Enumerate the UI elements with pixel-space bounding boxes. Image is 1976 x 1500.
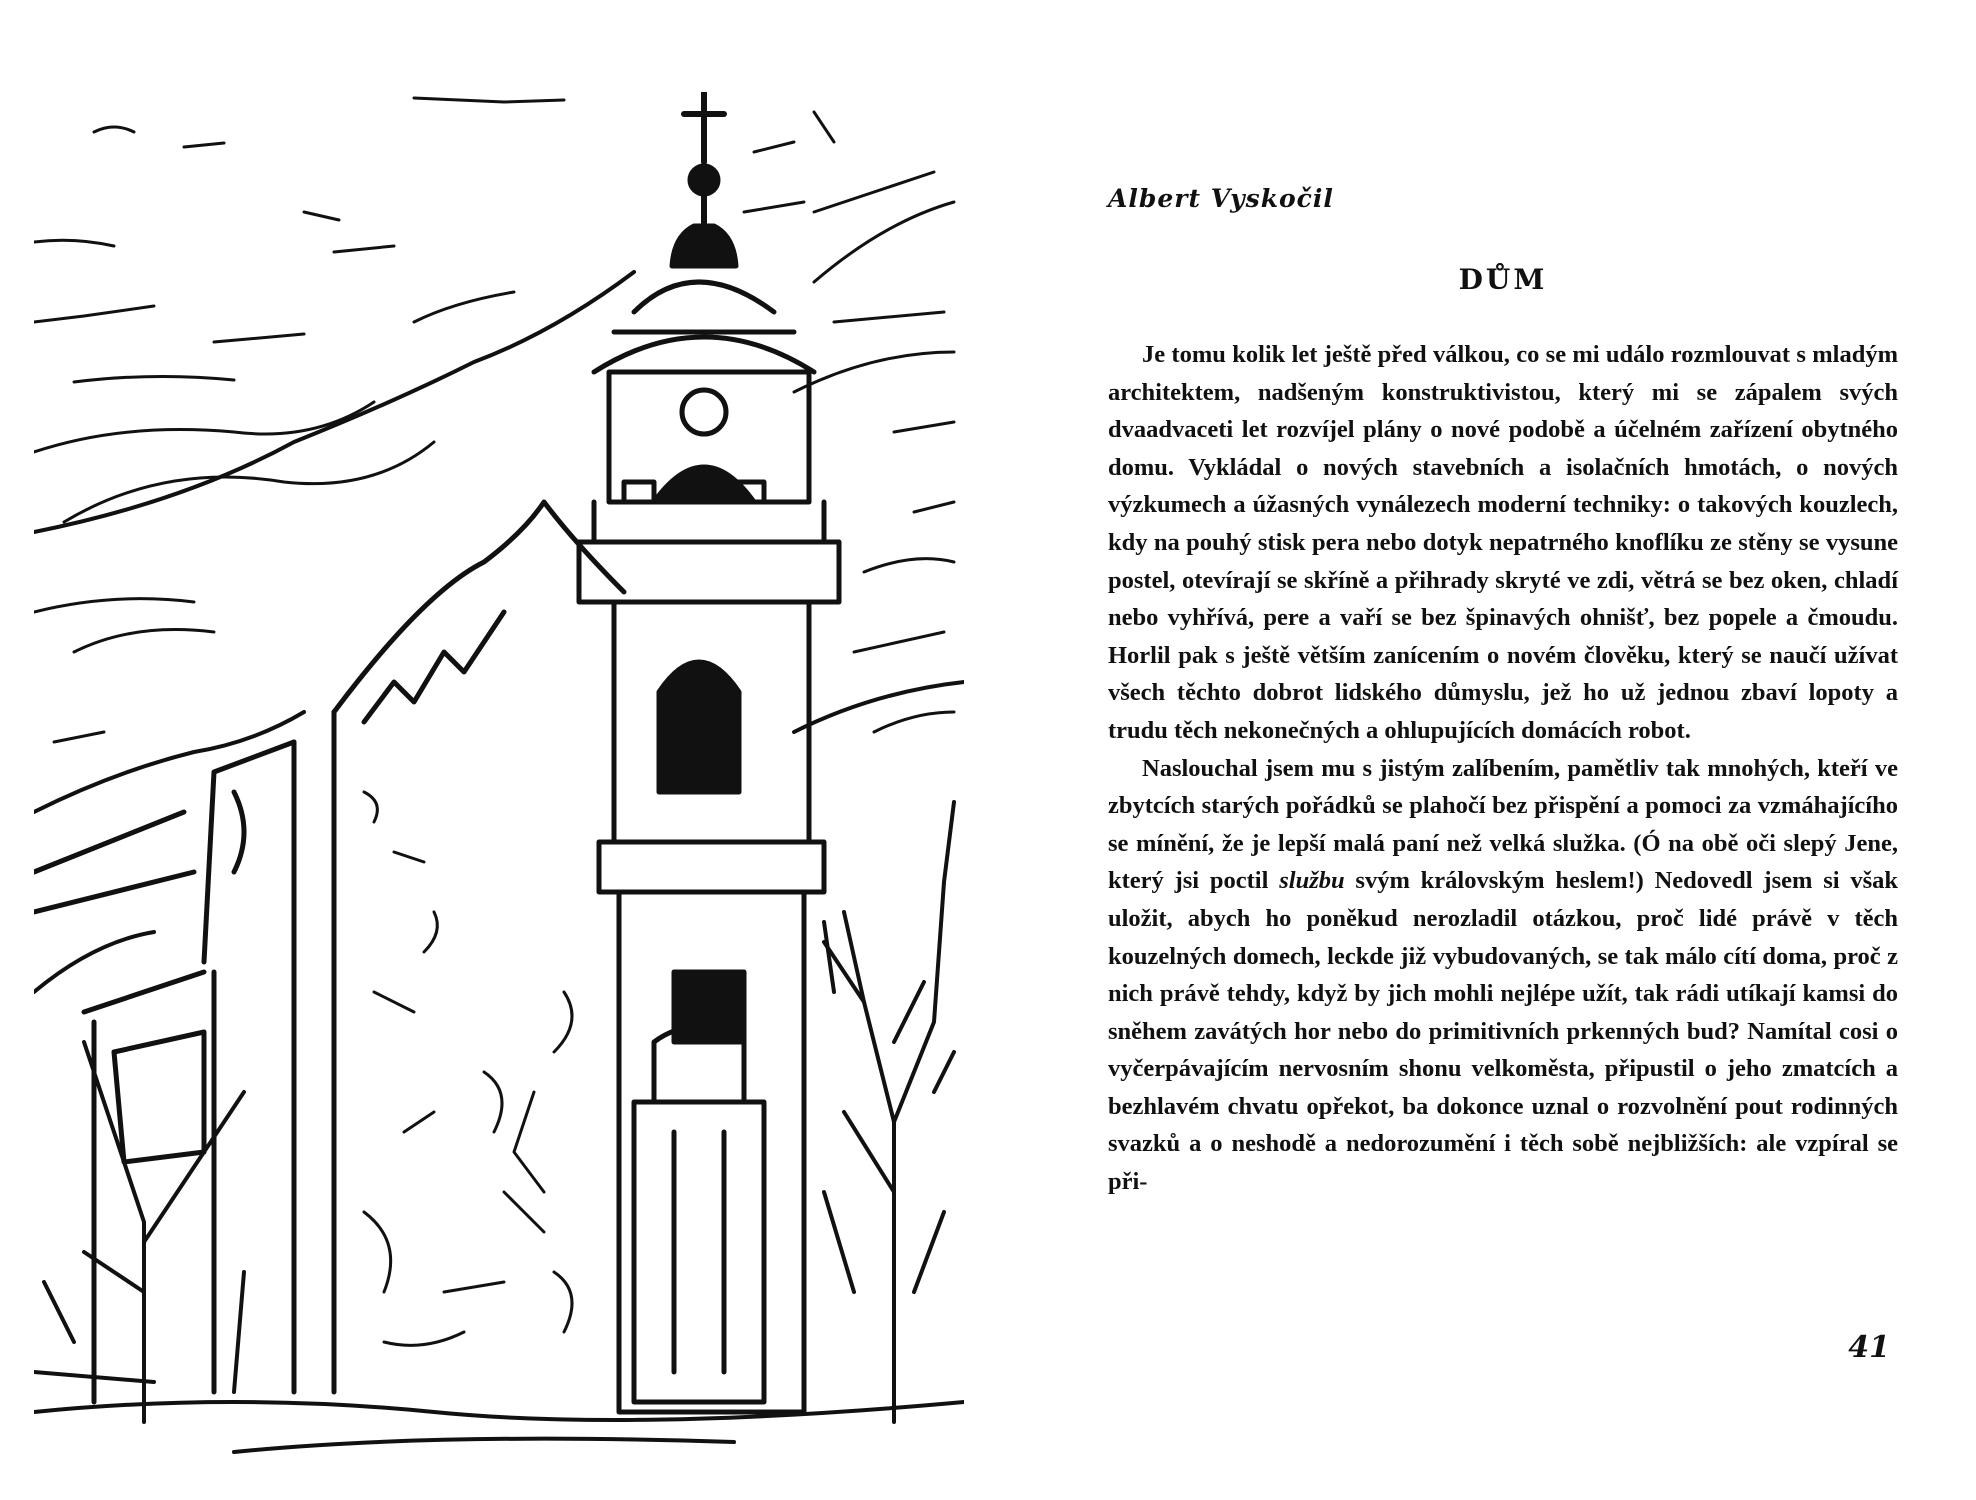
text-page <box>1108 170 1898 1201</box>
illustration-drawing <box>34 92 964 1472</box>
paragraph-2-part-1: Naslouchal jsem mu s jistým zalíbením, pamětliv tak mnohých, kteří ve zbytcích starých pořádků se plahočí bez přispění a pomoci za vzmáhajícího se mínění, že je lepší malá paní než velká služka. (Ó na obě oči slepý Jene, který jsi poctil <box>1108 754 1898 895</box>
church-tower-illustration <box>34 92 964 1472</box>
paragraph-2 <box>1108 750 1898 1201</box>
paragraph-1: Je tomu kolik let ještě před válkou, co se mi událo rozmlouvat s mladým architektem, nadšeným konstruktivistou, který mi se zápalem svých dvaadvaceti let rozvíjel plány o nové podobě a účelném zařízení obytného domu. Vykládal o nových stavebních a isolačních hmotách, o nových výzkumech a úžasných vynálezech moderní techniky: o takových kouzlech, kdy na pouhý stisk pera nebo dotyk nepatrného knoflíku ze stěny se vysune postel, otevírají se skříně a přihrady skryté ve zdi, větrá se bez oken, chladí nebo vyhřívá, pere a vaří se bez špinavých ohnišť, bez popele a čmoudu. Horlil pak s ještě větším zanícením o novém člověku, který se naučí užívat všech těchto dobrot lidského důmyslu, jež ho už jednou zbaví lopoty a trudu těch nekonečných a ohlupujících domácích robot. <box>1108 341 1898 744</box>
chapter-title: DŮM <box>1458 263 1548 296</box>
paragraph-2-italic: službu <box>1279 867 1345 895</box>
author-name: Albert Vyskočil <box>1108 184 1334 213</box>
sky-strokes <box>34 98 954 742</box>
page-number: 41 <box>1848 1330 1890 1365</box>
paragraph-2-part-2: svým královským heslem!) Nedovedl jsem si však uložit, abych ho poněkud nerozladil otázkou, proč lidé právě v těch kouzelných domech, leckde již vybudovaných, se tak málo cítí doma, proč z nich právě tehdy, když by jich mohli nejlépe užít, tak rádi utíkají kamsi do sněhem zavátých hor nebo do primitivních prkenných bud? Namítal cosi o vyčerpávajícím nervosním shonu velkoměsta, připustil o jeho zmatcích a bezhlavém chvatu opřekot, ba dokonce uznal o rozvolnění pout rodinných svazků a o neshodě a nedorozumění i těch sobě nejbližších: ale vzpíral se při- <box>1108 867 1898 1196</box>
